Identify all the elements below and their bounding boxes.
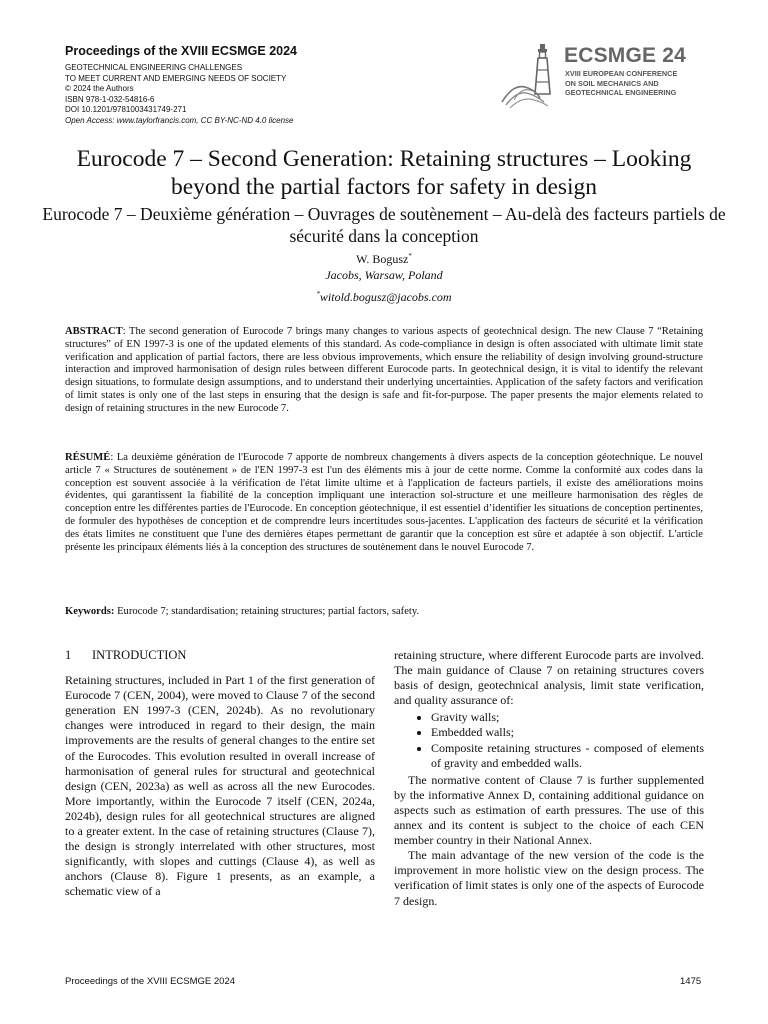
section-title: INTRODUCTION bbox=[92, 648, 187, 662]
email-text: witold.bogusz@jacobs.com bbox=[319, 290, 452, 304]
proceedings-header bbox=[65, 44, 425, 127]
keywords bbox=[65, 606, 703, 619]
copyright-line: © 2024 the Authors bbox=[65, 84, 134, 94]
logo-subtitle-line: XVIII EUROPEAN CONFERENCE bbox=[565, 69, 678, 78]
author-name bbox=[40, 252, 728, 267]
resume-text: : La deuxième génération de l'Eurocode 7 apporte de nombreux changements à divers aspects de la conception géotechnique. Le nouvel article 7 « Structures de soutènement » de l'EN 1997-3 est l'un des éléments mis à jour de cette norme. Comme la conformité aux codes dans la conception est souvent associée à la vérification de l'état limite ultime et à l'application de facteurs partiels, il existe des améliorations moins évidentes, qui garantissent la fiabilité de la conception impliquant une interaction sol-structure et une meilleure harmonisation des règles de conception entre les différentes parties de l'Eurocode. En conception géotechnique, il est essentiel d’identifier les situations de conception pertinentes, de formuler des hypothèses de conception et de comprendre leurs incertitudes sous-jacentes. L'application des facteurs de sécurité et la vérification des états limites ne constituent que l'une des dernières étapes permettant de garantir que la conception est sûre et adaptée à son objectif. L'article présente les principaux éléments liés à la conception des structures de soutènement dans le nouvel Eurocode 7. bbox=[65, 452, 703, 553]
conference-logo bbox=[500, 42, 720, 108]
paragraph: Retaining structures, included in Part 1 of the first generation of Eurocode 7 (CEN, 2004), were moved to Clause 7 of the second generation EN 1997-3 (CEN, 2024b). As no revolutionary changes were introduced in regard to their design, the main improvements are the results of general changes to the entire set of the Eurocodes. This evolution resulted in overall increase of harmonisation of general rules for structural and geotechnical design (CEN, 2023a) as well as across all the new Eurocodes. More importantly, within the Eurocode 7 itself (CEN, 2024a, 2024b), design rules for all geotechnical structures are aligned to a greater extent. In the case of retaining structures (Clause 7), the design is strongly interrelated with other structures, most significantly, with slopes and cuttings (Clause 4), as well as anchors (Clause 8). Figure 1 presents, as an example, a schematic view of a bbox=[65, 673, 375, 899]
header-line: GEOTECHNICAL ENGINEERING CHALLENGES bbox=[65, 63, 243, 72]
paper-title-french: Eurocode 7 – Deuxième génération – Ouvrages de soutènement – Au-delà des facteurs partiels de sécurité dans la conception bbox=[42, 204, 726, 246]
abstract-text: : The second generation of Eurocode 7 brings many changes to various aspects of geotechnical design. The new Clause 7 “Retaining structures” of EN 1997-3 is one of the updated elements of this standard. As code-compliance in design is often associated with ultimate limit state verification and application of partial factors, there are less obvious improvements, which ensure the reliability of design involving ground-structure interaction and improved harmonisation of design rules between different Eurocode parts. In geotechnical design, it is vital to identify the relevant design situations, to formulate design assumptions, and to understand their underlying uncertainties. Application of the safety factors and verification of limit states is only one of the last steps in ensuring that the design is safe and fit-for-purpose. The paper presents the major elements related to design of retaining structures in the new Eurocode 7. bbox=[65, 326, 703, 414]
author-mark: * bbox=[408, 252, 412, 260]
right-column bbox=[394, 648, 704, 909]
footer-proceedings: Proceedings of the XVIII ECSMGE 2024 bbox=[65, 976, 236, 987]
paper-title-english: Eurocode 7 – Second Generation: Retaining structures – Looking beyond the partial factors for safety in design bbox=[76, 146, 692, 200]
logo-subtitle-line: GEOTECHNICAL ENGINEERING bbox=[565, 88, 677, 98]
paragraph: retaining structure, where different Eurocode parts are involved. The main guidance of Clause 7 on retaining structures covers basis of design, geotechnical analysis, limit state verification, and quality assurance of: bbox=[394, 648, 704, 708]
logo-subtitle-line: ON SOIL MECHANICS AND bbox=[565, 78, 659, 88]
keywords-text: Eurocode 7; standardisation; retaining structures; partial factors, safety. bbox=[114, 606, 420, 617]
lighthouse-icon bbox=[500, 42, 562, 108]
paragraph: The main advantage of the new version of the code is the improvement in more holistic view on the design process. The verification of limit states is only one of the aspects of Eurocode 7 design. bbox=[394, 848, 704, 908]
logo-subtitle bbox=[565, 69, 677, 98]
section-heading bbox=[65, 648, 375, 663]
abstract-label: ABSTRACT bbox=[65, 326, 123, 337]
list-item: • Gravity walls; bbox=[431, 710, 704, 725]
doi-line: DOI 10.1201/9781003431749-271 bbox=[65, 105, 187, 115]
author-affiliation: Jacobs, Warsaw, Poland bbox=[325, 268, 443, 282]
left-column bbox=[65, 648, 375, 900]
list-item: • Composite retaining structures - composed of elements of gravity and embedded walls. bbox=[431, 741, 704, 771]
isbn-line: ISBN 978-1-032-54816-6 bbox=[65, 94, 155, 104]
keywords-label: Keywords: bbox=[65, 606, 115, 617]
email-mark: * bbox=[316, 290, 320, 298]
abstract bbox=[65, 326, 703, 416]
logo-title: ECSMGE 24 bbox=[564, 44, 687, 67]
bullet-list bbox=[394, 710, 704, 770]
author-email bbox=[40, 290, 728, 305]
author-text: W. Bogusz bbox=[356, 252, 409, 266]
list-item: • Embedded walls; bbox=[431, 725, 704, 740]
proceedings-title: Proceedings of the XVIII ECSMGE 2024 bbox=[65, 44, 298, 58]
resume bbox=[65, 452, 703, 554]
resume-label: RÉSUMÉ bbox=[65, 452, 111, 463]
open-access-line: Open Access: www.taylorfrancis.com, CC BY-NC-ND 4.0 license bbox=[65, 115, 294, 125]
section-number: 1 bbox=[65, 648, 72, 662]
page-number: 1475 bbox=[680, 976, 702, 987]
header-line: TO MEET CURRENT AND EMERGING NEEDS OF SOCIETY bbox=[65, 73, 287, 83]
paragraph: The normative content of Clause 7 is further supplemented by the informative Annex D, containing additional guidance on aspects such as estimation of earth pressures. The use of this annex and its content is subject to the choice of each CEN member country in their National Annex. bbox=[394, 772, 704, 848]
